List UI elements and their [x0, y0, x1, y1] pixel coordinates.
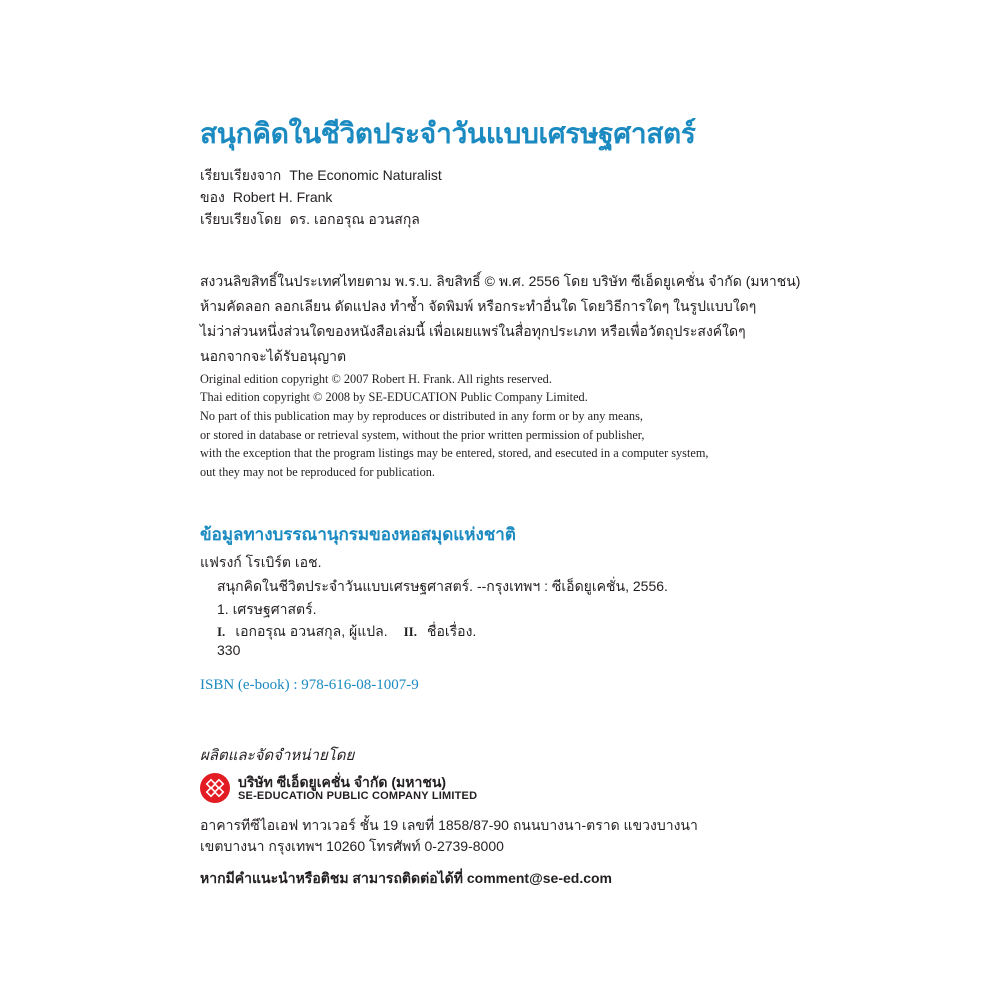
author-value: Robert H. Frank [232, 189, 333, 205]
author-line [200, 187, 332, 209]
catalog-class-number: 330 [217, 642, 241, 658]
catalog-entries [217, 621, 476, 643]
compiled-from-line [200, 165, 442, 187]
catalog-heading: ข้อมูลทางบรรณานุกรมของหอสมุดแห่งชาติ [200, 525, 516, 545]
book-title: สนุกคิดในชีวิตประจำวันแบบเศรษฐศาสตร์ [200, 117, 696, 150]
isbn: ISBN (e-book) : 978-616-08-1007-9 [200, 677, 419, 693]
address-line: เขตบางนา กรุงเทพฯ 10260 โทรศัพท์ 0-2739-8000 [200, 838, 504, 854]
copyright-th-line: ไม่ว่าส่วนหนึ่งส่วนใดของหนังสือเล่มนี้ เพื่อเผยแพร่ในสื่อทุกประเภท หรือเพื่อวัตถุประสงค์ใดๆ [200, 323, 746, 339]
compiled-from-value: The Economic Naturalist [289, 167, 442, 183]
copyright-th-line: ห้ามคัดลอก ลอกเลียน ดัดแปลง ทำซ้ำ จัดพิมพ์ หรือกระทำอื่นใด โดยวิธีการใดๆ ในรูปแบบใดๆ [200, 298, 757, 314]
contact-line: หากมีคำแนะนำหรือติชม สามารถติดต่อได้ที่ comment@se-ed.com [200, 870, 612, 886]
company-name-en: SE-EDUCATION PUBLIC COMPANY LIMITED [238, 790, 478, 802]
catalog-author: แฟรงก์ โรเบิร์ต เอช. [200, 554, 322, 570]
catalog-entry-num: I. [217, 624, 226, 639]
catalog-title-line: สนุกคิดในชีวิตประจำวันแบบเศรษฐศาสตร์. --กรุงเทพฯ : ซีเอ็ดยูเคชั่น, 2556. [217, 578, 668, 594]
catalog-entry-text: ชื่อเรื่อง. [426, 623, 477, 639]
company-name-th: บริษัท ซีเอ็ดยูเคชั่น จำกัด (มหาชน) [238, 774, 447, 790]
compiled-by-value: ดร. เอกอรุณ อวนสกุล [289, 211, 420, 227]
compiled-from-label: เรียบเรียงจาก [200, 167, 282, 183]
address-line: อาคารทีซีไอเอฟ ทาวเวอร์ ชั้น 19 เลขที่ 1858/87-90 ถนนบางนา-ตราด แขวงบางนา [200, 817, 698, 833]
distributed-by: ผลิตและจัดจำหน่ายโดย [200, 747, 355, 764]
copyright-th-line: นอกจากจะได้รับอนุญาต [200, 348, 347, 364]
compiled-by-line [200, 209, 420, 231]
copyright-en-line: or stored in database or retrieval system, without the prior written permission of publisher, [200, 428, 645, 442]
copyright-en-line: Thai edition copyright © 2008 by SE-EDUCATION Public Company Limited. [200, 390, 588, 404]
copyright-en-line: with the exception that the program listings may be entered, stored, and esecuted in a computer system, [200, 446, 709, 460]
copyright-en-line: No part of this publication may by reproduces or distributed in any form or by any means, [200, 409, 643, 423]
catalog-subject-line: 1. เศรษฐศาสตร์. [217, 601, 317, 617]
copyright-en-line: out they may not be reproduced for publication. [200, 465, 435, 479]
se-ed-logo-icon [200, 773, 230, 803]
copyright-th-line: สงวนลิขสิทธิ์ในประเทศไทยตาม พ.ร.บ. ลิขสิทธิ์ © พ.ศ. 2556 โดย บริษัท ซีเอ็ดยูเคชั่น จำกัด (มหาชน) [200, 273, 801, 289]
copyright-en-line: Original edition copyright © 2007 Robert H. Frank. All rights reserved. [200, 372, 552, 386]
catalog-entry-text: เอกอรุณ อวนสกุล, ผู้แปล. [235, 623, 388, 639]
catalog-entry-num: II. [403, 624, 417, 639]
author-label: ของ [200, 189, 225, 205]
compiled-by-label: เรียบเรียงโดย [200, 211, 282, 227]
